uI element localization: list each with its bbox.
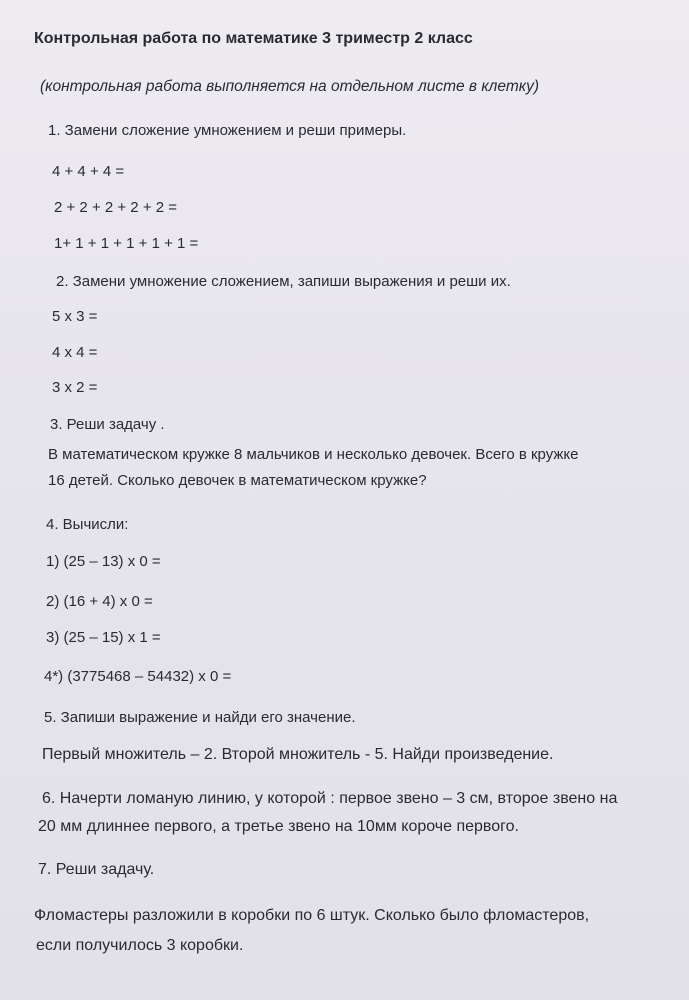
task-5-heading: 5. Запиши выражение и найди его значение.: [44, 709, 356, 726]
task-6-text: 20 мм длиннее первого, а третье звено на 10мм короче первого.: [38, 818, 519, 835]
task-3-heading: 3. Реши задачу .: [50, 416, 165, 433]
task-3-text: В математическом кружке 8 мальчиков и несколько девочек. Всего в кружке: [48, 446, 579, 463]
task-4-item: 4*) (3775468 – 54432) х 0 =: [44, 668, 232, 685]
task-4-heading: 4. Вычисли:: [46, 516, 129, 533]
task-4-item: 3) (25 – 15) х 1 =: [46, 629, 161, 646]
task-2-item: 4 х 4 =: [52, 344, 98, 361]
task-7-heading: 7. Реши задачу.: [38, 861, 155, 878]
task-5-text: Первый множитель – 2. Второй множитель - 5. Найди произведение.: [42, 746, 554, 763]
task-7-text: Фломастеры разложили в коробки по 6 штук. Сколько было фломастеров,: [34, 907, 590, 924]
task-2-item: 5 х 3 =: [52, 308, 98, 325]
task-6-text: 6. Начерти ломаную линию, у которой : первое звено – 3 см, второе звено на: [42, 790, 618, 807]
page-subtitle: (контрольная работа выполняется на отдельном листе в клетку): [40, 78, 539, 95]
task-4-item: 1) (25 – 13) х 0 =: [46, 553, 161, 570]
page-title: Контрольная работа по математике 3 триместр 2 класс: [34, 30, 473, 47]
task-1-item: 4 + 4 + 4 =: [52, 163, 125, 180]
task-1-heading: 1. Замени сложение умножением и реши примеры.: [48, 122, 407, 139]
task-1-item: 2 + 2 + 2 + 2 + 2 =: [54, 199, 178, 216]
task-4-item: 2) (16 + 4) х 0 =: [46, 593, 153, 610]
task-1-item: 1+ 1 + 1 + 1 + 1 + 1 =: [54, 235, 199, 252]
task-3-text: 16 детей. Сколько девочек в математическом кружке?: [48, 472, 427, 489]
task-7-text: если получилось 3 коробки.: [36, 937, 244, 954]
task-2-heading: 2. Замени умножение сложением, запиши выражения и реши их.: [56, 273, 511, 290]
task-2-item: 3 х 2 =: [52, 379, 98, 396]
